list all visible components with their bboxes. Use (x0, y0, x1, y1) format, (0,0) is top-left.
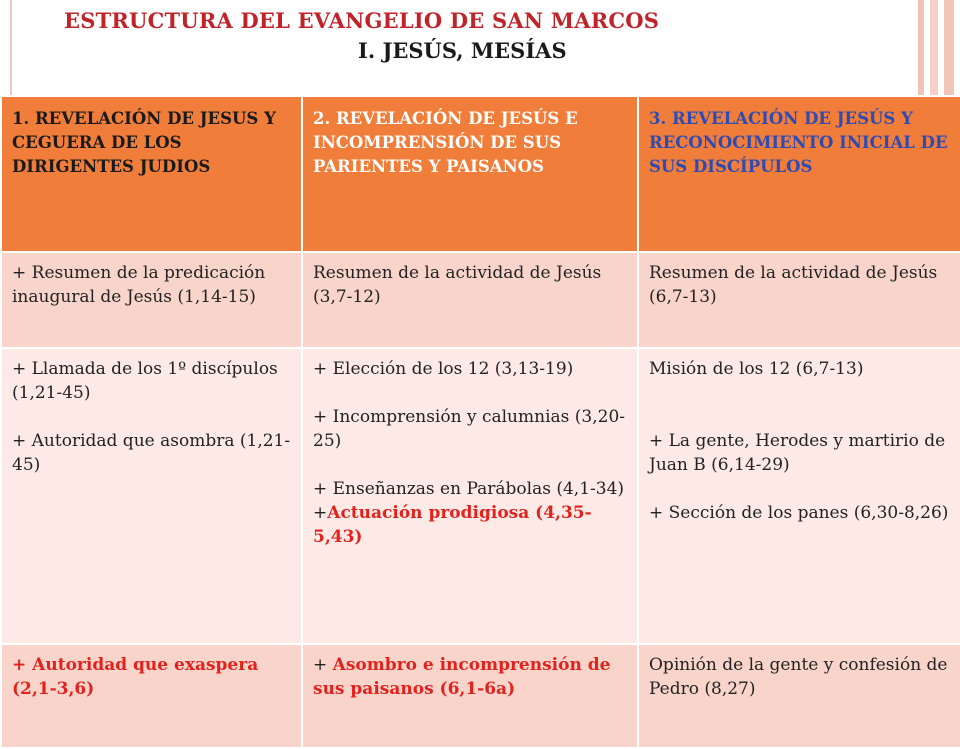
table-cell (302, 348, 638, 644)
slide-title: ESTRUCTURA DEL EVANGELIO DE SAN MARCOS (64, 8, 660, 33)
table-row (1, 644, 960, 748)
decorative-stripe (918, 0, 924, 100)
cell-entry: + Enseñanzas en Parábolas (4,1-34) (313, 479, 625, 499)
table-cell (1, 348, 302, 644)
table-row (1, 252, 960, 348)
cell-entry: + La gente, Herodes y martirio de Juan B (6,14-29) (649, 431, 946, 475)
column-header-3: 3. REVELACIÓN DE JESÚS Y RECONOCIMIENTO INICIAL DE SUS DISCÍPULOS (638, 96, 960, 252)
highlighted-entry: Asombro e incomprensión de sus paisanos (6,1-6a) (313, 655, 611, 699)
cell-entry: + Incomprensión y calumnias (3,20-25) (313, 407, 626, 451)
table-cell (1, 644, 302, 748)
column-header-2: 2. REVELACIÓN DE JESÚS E INCOMPRENSIÓN DE SUS PARIENTES Y PAISANOS (302, 96, 638, 252)
table-cell: + Resumen de la predicación inaugural de Jesús (1,14-15) (1, 252, 302, 348)
table-cell (302, 644, 638, 748)
cell-entry: + Llamada de los 1º discípulos (1,21-45) (12, 359, 278, 403)
decorative-stripe (930, 0, 938, 100)
highlighted-entry: + Autoridad que exaspera (2,1-3,6) (12, 655, 259, 699)
structure-table (0, 95, 960, 749)
highlighted-entry: Actuación prodigiosa (4,35-5,43) (313, 503, 592, 547)
cell-entry: + Sección de los panes (6,30-8,26) (649, 503, 949, 523)
entry-prefix: + (313, 503, 328, 523)
table-cell (638, 348, 960, 644)
table-row (1, 348, 960, 644)
cell-entry: + Autoridad que asombra (1,21-45) (12, 431, 291, 475)
table-header-row (1, 96, 960, 252)
table-cell: Resumen de la actividad de Jesús (3,7-12) (302, 252, 638, 348)
slide-subtitle: I. JESÚS, MESÍAS (358, 38, 567, 63)
table-cell: Resumen de la actividad de Jesús (6,7-13) (638, 252, 960, 348)
cell-entry (313, 501, 629, 549)
table-cell: Opinión de la gente y confesión de Pedro (8,27) (638, 644, 960, 748)
slide-frame-left (0, 0, 12, 100)
cell-entry: + Elección de los 12 (3,13-19) (313, 359, 574, 379)
column-header-1: 1. REVELACIÓN DE JESUS Y CEGUERA DE LOS DIRIGENTES JUDIOS (1, 96, 302, 252)
decorative-stripe (944, 0, 954, 100)
entry-prefix: + (313, 655, 333, 675)
cell-entry: Misión de los 12 (6,7-13) (649, 359, 864, 379)
